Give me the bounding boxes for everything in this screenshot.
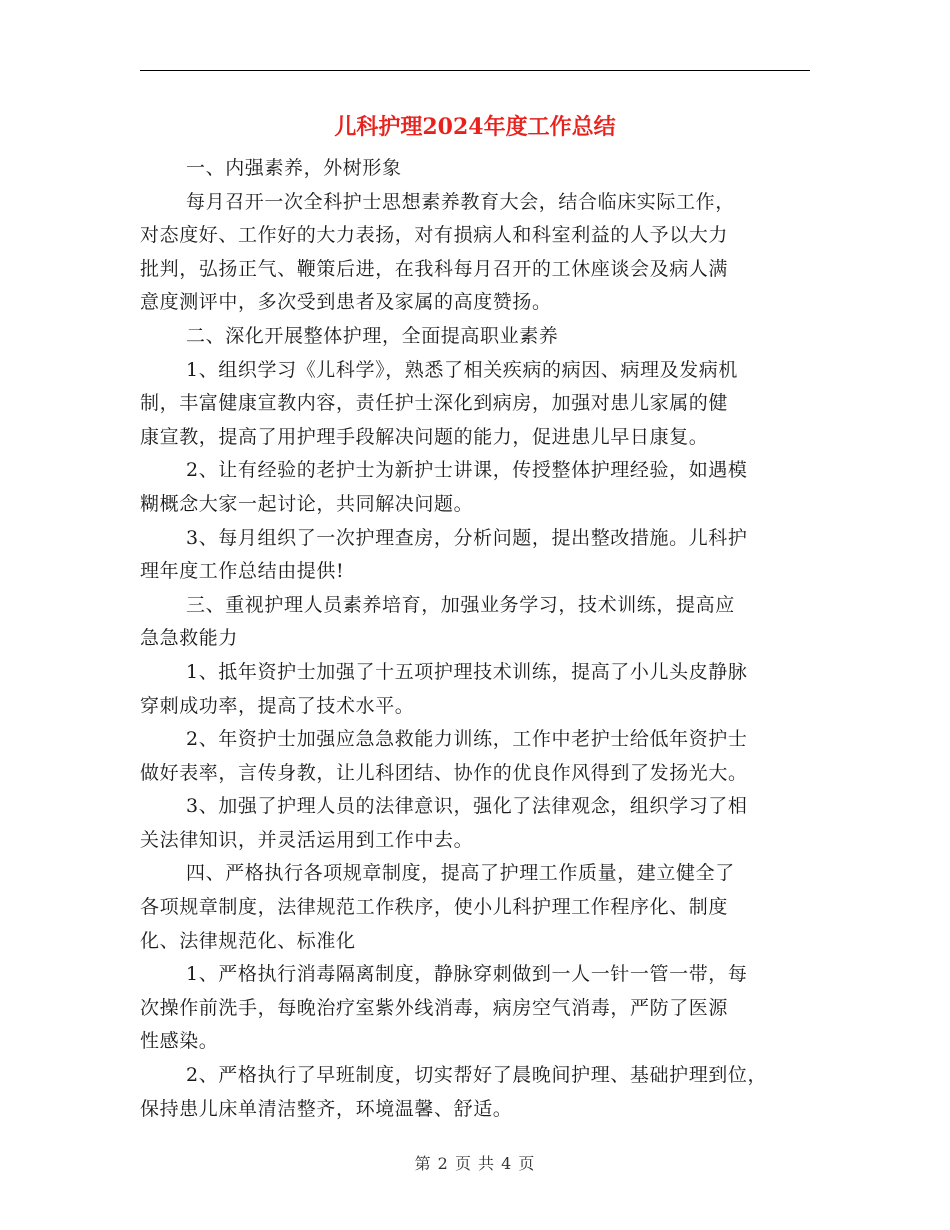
body-line: 意度测评中，多次受到患者及家属的高度赞扬。 — [140, 291, 552, 314]
body-line: 2、让有经验的老护士为新护士讲课，传授整体护理经验，如遇模 — [186, 459, 748, 482]
document-title: 儿科护理2024年度工作总结 — [334, 114, 616, 140]
document-body — [140, 152, 820, 1126]
body-line: 理年度工作总结由提供! — [140, 560, 345, 583]
body-line: 化、法律规范化、标准化 — [140, 929, 356, 952]
header-rule — [140, 70, 810, 71]
body-line: 急急救能力 — [140, 627, 239, 650]
body-line: 性感染。 — [140, 1030, 219, 1053]
body-line: 康宣教，提高了用护理手段解决问题的能力，促进患儿早日康复。 — [140, 425, 709, 448]
body-line: 3、每月组织了一次护理查房，分析问题，提出整改措施。儿科护 — [186, 526, 748, 549]
body-line: 关法律知识，并灵活运用到工作中去。 — [140, 828, 474, 851]
body-line: 2、年资护士加强应急急救能力训练，工作中老护士给低年资护士 — [186, 728, 748, 751]
body-line: 四、严格执行各项规章制度，提高了护理工作质量，建立健全了 — [186, 862, 735, 885]
body-line: 批判，弘扬正气、鞭策后进，在我科每月召开的工休座谈会及病人满 — [140, 257, 729, 280]
page-number-footer: 第 2 页 共 4 页 — [414, 1154, 536, 1173]
body-line: 保持患儿床单清洁整齐，环境温馨、舒适。 — [140, 1097, 513, 1120]
body-line: 1、严格执行消毒隔离制度，静脉穿刺做到一人一针一管一带，每 — [186, 963, 748, 986]
body-line: 一、内强素养，外树形象 — [186, 157, 402, 179]
body-line: 穿刺成功率，提高了技术水平。 — [140, 694, 415, 717]
body-line: 次操作前洗手，每晚治疗室紫外线消毒，病房空气消毒，严防了医源 — [140, 996, 729, 1019]
body-line: 2、严格执行了早班制度，切实帮好了晨晚间护理、基础护理到位， — [186, 1064, 768, 1087]
body-line: 每月召开一次全科护士思想素养教育大会，结合临床实际工作， — [186, 190, 735, 213]
body-line: 糊概念大家一起讨论，共同解决问题。 — [140, 492, 474, 515]
body-line: 对态度好、工作好的大力表扬，对有损病人和科室利益的人予以大力 — [140, 224, 729, 247]
body-line: 制，丰富健康宣教内容，责任护士深化到病房，加强对患儿家属的健 — [140, 392, 729, 415]
body-line: 3、加强了护理人员的法律意识，强化了法律观念，组织学习了相 — [186, 795, 748, 818]
body-line: 1、抵年资护士加强了十五项护理技术训练，提高了小儿头皮静脉 — [186, 660, 748, 683]
body-line: 做好表率，言传身教，让儿科团结、协作的优良作风得到了发扬光大。 — [140, 761, 748, 784]
body-line: 各项规章制度，法律规范工作秩序，使小儿科护理工作程序化、制度 — [140, 896, 729, 919]
body-line: 二、深化开展整体护理，全面提高职业素养 — [186, 324, 559, 347]
body-line: 1、组织学习《儿科学》，熟悉了相关疾病的病因、病理及发病机 — [186, 358, 738, 381]
body-line: 三、重视护理人员素养培育，加强业务学习，技术训练，提高应 — [186, 593, 735, 616]
